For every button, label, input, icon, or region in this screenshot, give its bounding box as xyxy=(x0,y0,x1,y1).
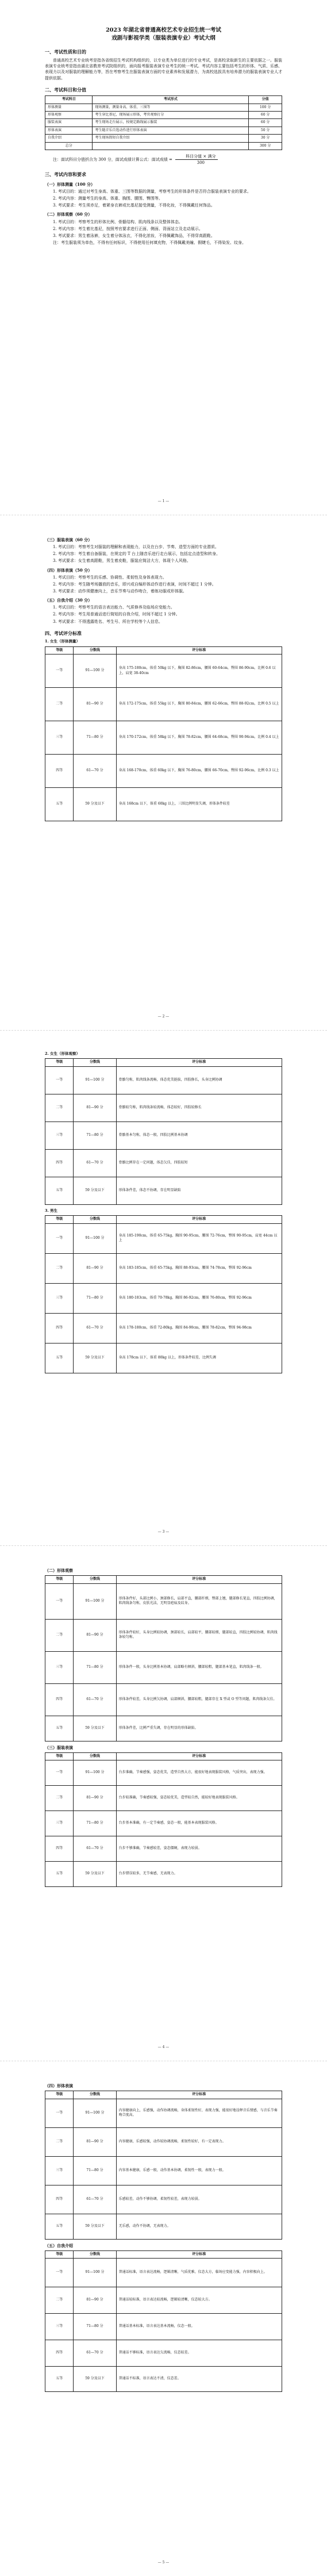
criteria-header: 评分标准 xyxy=(116,1059,282,1066)
grade-cell: 四等 xyxy=(45,2185,74,2214)
grade-cell: 三等 xyxy=(45,1811,74,1836)
grade-cell: 四等 xyxy=(45,1836,74,1862)
score-range-cell: 91—100 分 xyxy=(74,654,116,688)
grade-header: 等级 xyxy=(45,646,74,654)
list-item: 3. 考试要求：女生着高跟鞋，男生着皮鞋，服装应简洁大方，体现个人风格。 xyxy=(53,558,191,564)
table-row xyxy=(45,2156,282,2185)
formula-denominator: 300 xyxy=(197,160,205,166)
score-cell: 30 分 xyxy=(249,135,282,142)
criteria-cell: 台步基本准确，有一定节奏感，姿态一般，能基本表现服装风格。 xyxy=(116,1811,282,1836)
criteria-cell: 身高 183-185cm，体重 65-75kg，胸围 88-93cm，腰围 74-78cm，臀围 92-96cm xyxy=(116,1253,282,1283)
table-row xyxy=(45,2127,282,2156)
grade-cell: 二等 xyxy=(45,1619,74,1651)
criteria-cell: 身高 178cm 以下，体重 80kg 以上，形体条件较差，比例失调 xyxy=(116,1343,282,1373)
male-measure-table xyxy=(45,1215,282,1373)
criteria-cell: 身高 172-175cm，体重 55kg 以下，胸围 80-84cm，腰围 62-66cm，臀围 88-92cm，比例 0.5 以上 xyxy=(116,688,282,721)
list-item: 3. 考试要求：动作须健康向上，音乐节奏与动作吻合，着练功服或形体服。 xyxy=(53,588,187,594)
observe-criteria-table xyxy=(45,1575,282,1741)
female-observe-table xyxy=(45,1058,282,1204)
score-range-cell: 71—80 分 xyxy=(74,721,116,755)
grade-cell: 二等 xyxy=(45,1094,74,1122)
criteria-cell: 普通话较标准，语言表达较流畅，逻辑较清晰，仪态较大方。 xyxy=(116,2287,282,2314)
form-cell: 考生现场简短自我介绍 xyxy=(93,135,249,142)
score-range-header: 分数线 xyxy=(74,2250,116,2258)
page-number: — 5 — xyxy=(157,2560,170,2565)
table-row xyxy=(45,1862,282,1887)
subsection-fashion-show: （三）服装表演（60 分） xyxy=(45,537,93,542)
grade-cell: 四等 xyxy=(45,1149,74,1177)
score-range-cell: 59 分及以下 xyxy=(74,2214,116,2239)
female-measure-title: 1. 女生（形体测量） xyxy=(45,639,80,644)
criteria-header: 评分标准 xyxy=(116,1752,282,1760)
title-line-1: 2023 年湖北省普通高校艺术专业招生统一考试 xyxy=(106,27,221,33)
table-row xyxy=(45,1066,282,1094)
grade-table-header-row xyxy=(45,2250,282,2258)
list-item: 3. 考试要求：不得透露姓名、考生号、所在学校等个人信息。 xyxy=(53,619,163,624)
subject-cell: 形体测量 xyxy=(45,104,93,111)
score-range-cell: 81—90 分 xyxy=(74,1786,116,1811)
grade-cell: 三等 xyxy=(45,1651,74,1683)
page-2 xyxy=(0,515,327,1031)
score-range-cell: 61—70 分 xyxy=(74,2340,116,2367)
subject-cell: 形体表演 xyxy=(45,127,93,134)
form-cell: 考生现场走台展示，按规定路线展示服装 xyxy=(93,119,249,127)
subjects-table xyxy=(45,95,282,150)
criteria-header: 评分标准 xyxy=(116,646,282,654)
score-range-cell: 81—90 分 xyxy=(74,2127,116,2156)
criteria-cell: 台步错误较多，无节奏感，无表现力。 xyxy=(116,1862,282,1887)
table-row xyxy=(45,1253,282,1283)
score-range-cell: 61—70 分 xyxy=(74,1313,116,1343)
score-range-header: 分数线 xyxy=(74,1059,116,1066)
observe-criteria-title: （二）形体观察 xyxy=(45,1568,73,1573)
table-row xyxy=(45,2367,282,2392)
formula-numerator: 科目分值 × 满分 xyxy=(175,154,218,160)
criteria-cell: 形体条件较差，头身比例欠协调，肩部倾斜，腰部较粗，腿部存在 X 型或 O 型等问题，肌肉线条欠佳。 xyxy=(116,1683,282,1716)
table-row xyxy=(45,1177,282,1204)
table-row xyxy=(45,1223,282,1253)
score-range-cell: 91—100 分 xyxy=(74,1760,116,1786)
grade-cell: 五等 xyxy=(45,2214,74,2239)
score-range-cell: 59 分及以下 xyxy=(74,1343,116,1373)
list-item: 3. 考试要求：男生着泳裤，女生着分体泳衣，不得化浓妆，不得佩戴饰品，不得穿高跟鞋。 xyxy=(53,233,215,238)
table-row xyxy=(45,1786,282,1811)
score-range-cell: 91—100 分 xyxy=(74,1066,116,1094)
grade-cell: 一等 xyxy=(45,2099,74,2127)
criteria-header: 评分标准 xyxy=(116,2091,282,2099)
grade-cell: 三等 xyxy=(45,2314,74,2340)
subsection-body-performance: （四）形体表演（50 分） xyxy=(45,567,93,573)
grade-header: 等级 xyxy=(45,2091,74,2099)
score-range-cell: 81—90 分 xyxy=(74,688,116,721)
grade-cell: 二等 xyxy=(45,1253,74,1283)
score-range-header: 分数线 xyxy=(74,1216,116,1223)
subject-cell: 自我介绍 xyxy=(45,135,93,142)
criteria-cell: 身高 170-172cm，体重 58kg 以下，胸围 78-82cm，腰围 64-68cm，臀围 90-94cm，比例 0.4 以上 xyxy=(116,721,282,755)
grade-header: 等级 xyxy=(45,1216,74,1223)
criteria-cell: 身高 185-190cm，体重 65-75kg，胸围 90-95cm，腰围 72-76cm，臀围 90-95cm，肩宽 44cm 以上 xyxy=(116,1223,282,1253)
table-row xyxy=(45,1583,282,1619)
title-line-2: 戏剧与影视学类（服装表演专业）考试大纲 xyxy=(111,35,216,42)
page-number: — 3 — xyxy=(157,1530,170,1534)
table-row xyxy=(45,127,282,134)
criteria-cell: 普通话不够标准，语言表达欠流畅，仪态较差。 xyxy=(116,2340,282,2367)
score-range-header: 分数线 xyxy=(74,2091,116,2099)
page-1 xyxy=(0,0,327,515)
score-cell: 60 分 xyxy=(249,119,282,127)
score-formula xyxy=(175,154,218,166)
table-row xyxy=(45,2314,282,2340)
section-heading-2: 二、考试科目和分值 xyxy=(45,86,86,93)
dance-criteria-table xyxy=(45,2091,282,2239)
table-row xyxy=(45,2185,282,2214)
form-cell: 现场测量，测量身高、体重、三围等 xyxy=(93,104,249,111)
show-criteria-title: （三）服装表演 xyxy=(45,1744,73,1750)
intro-criteria-table xyxy=(45,2250,282,2392)
subjects-header-score: 分值 xyxy=(249,96,282,104)
criteria-cell: 骨骼比例存在一定问题，体态欠佳，四肢较短 xyxy=(116,1149,282,1177)
criteria-cell: 普通话基本标准，语言表达基本流畅，仪态一般。 xyxy=(116,2314,282,2340)
dance-criteria-title: （四）形体表演 xyxy=(45,2083,73,2088)
score-cell: 300 分 xyxy=(249,142,282,150)
score-range-cell: 81—90 分 xyxy=(74,1094,116,1122)
table-row xyxy=(45,135,282,142)
section-heading-3: 三、考试内容和要求 xyxy=(45,171,86,178)
section-heading-4: 四、考试评分标准 xyxy=(45,630,82,636)
list-item: 2. 考试内容：考生着比基尼，按照考官要求进行正面、侧面、背面站立及走动展示。 xyxy=(53,226,203,231)
score-formula-note xyxy=(45,154,282,166)
table-row xyxy=(45,2099,282,2127)
list-item: 2. 考试内容：考生着自备服装，在规定的 T 台上随音乐进行走台展示，包括定点造型和转身。 xyxy=(53,552,221,557)
criteria-cell: 身高 168-170cm，体重 60kg 以下，胸围 76-80cm，腰围 66-70cm，臀围 92-96cm，比例 0.3 以上 xyxy=(116,755,282,788)
table-row xyxy=(45,1094,282,1122)
grade-cell: 三等 xyxy=(45,1283,74,1313)
grade-cell: 五等 xyxy=(45,1177,74,1204)
score-range-cell: 71—80 分 xyxy=(74,2156,116,2185)
table-row xyxy=(45,1651,282,1683)
score-range-cell: 61—70 分 xyxy=(74,1836,116,1862)
table-row xyxy=(45,1683,282,1716)
list-item: 1. 考试目的：考察考生的乐感、协调性、柔韧性及身体表现力。 xyxy=(53,575,167,580)
score-range-cell: 91—100 分 xyxy=(74,1583,116,1619)
criteria-cell: 形体条件差，体态不协调，存在明显缺陷 xyxy=(116,1177,282,1204)
page-number: — 1 — xyxy=(157,499,170,504)
grade-cell: 三等 xyxy=(45,2156,74,2185)
score-range-cell: 71—80 分 xyxy=(74,1811,116,1836)
table-row xyxy=(45,1811,282,1836)
score-range-cell: 71—80 分 xyxy=(74,1651,116,1683)
table-row-total xyxy=(45,142,282,150)
list-item: 3. 考试要求：考生须赤足，着紧身衣裤或比基尼接受测量，不得化妆，不得佩戴任何饰品。 xyxy=(53,203,215,208)
list-item: 2. 考试内容：测量考生的身高、体重、胸围、腰围、臀围等。 xyxy=(53,196,163,201)
score-range-cell: 91—100 分 xyxy=(74,1223,116,1253)
formula-prefix: 注：面试科目分值折合为 300 分，面试成绩计算公式：面试成绩 = xyxy=(53,157,172,162)
score-range-cell: 71—80 分 xyxy=(74,2314,116,2340)
score-range-cell: 61—70 分 xyxy=(74,2185,116,2214)
grade-cell: 一等 xyxy=(45,2259,74,2287)
page-number: — 4 — xyxy=(157,2045,170,2050)
criteria-cell: 身高 168cm 以下，体重 60kg 以上，三围比例明显失调，形体条件较差 xyxy=(116,788,282,821)
criteria-cell: 普通话不标准，语言表达不清，仪态差。 xyxy=(116,2367,282,2392)
grade-cell: 三等 xyxy=(45,721,74,755)
grade-table-header-row xyxy=(45,1216,282,1223)
table-row xyxy=(45,654,282,688)
criteria-cell: 身高 180-183cm，体重 70-78kg，胸围 86-92cm，腰围 76-80cm，臀围 92-96cm xyxy=(116,1283,282,1313)
table-row xyxy=(45,1122,282,1149)
criteria-cell: 形体条件较好，头身比例较协调，颈部较长，肩部较平，腰部较细，腿部较直，四肢比例较协调，肌肉线条较匀称。 xyxy=(116,1619,282,1651)
criteria-cell: 身高 178-180cm，体重 72-80kg，胸围 84-90cm，腰围 78-82cm，臀围 94-98cm xyxy=(116,1313,282,1343)
criteria-cell: 骨骼匀称，肌肉线条流畅，体态优美挺拔，四肢修长，头身比例协调 xyxy=(116,1066,282,1094)
grade-cell: 五等 xyxy=(45,1716,74,1741)
criteria-cell: 台步准确，节奏感强，姿态优美，造型自然大方，能很好地表现服装风格，气质突出，表现力强。 xyxy=(116,1760,282,1786)
section-1-paragraph: 普通高校艺术专业统考是指各省级招生考试机构组织的，以专业类为单位进行的专业考试，是高校录取新生的主要依据之一。服装表演专业统考是指由湖北省教育考试院组织的，面向报考服装表演专业考生的统一考试。考试内容主要包括考生的形体、气质、乐感、表现力以及对服装的理解能力等，旨在考察考生在服装表演方面的专业素养和发展潜力，为高校选拔具有培养潜力的服装表演专业人才提供依据。 xyxy=(45,58,282,81)
criteria-cell: 无乐感，动作不协调，无表现力。 xyxy=(116,2214,282,2239)
score-range-cell: 61—70 分 xyxy=(74,1683,116,1716)
page-number: — 2 — xyxy=(157,1015,170,1019)
grade-cell: 三等 xyxy=(45,1122,74,1149)
score-cell: 60 分 xyxy=(249,112,282,119)
score-range-cell: 81—90 分 xyxy=(74,2287,116,2314)
criteria-header: 评分标准 xyxy=(116,2250,282,2258)
grade-table-header-row xyxy=(45,1576,282,1583)
grade-header: 等级 xyxy=(45,1059,74,1066)
subjects-header-form: 考试形式 xyxy=(93,96,249,104)
criteria-cell: 骨骼较匀称，肌肉线条较流畅，体态较好，四肢较修长 xyxy=(116,1094,282,1122)
table-row xyxy=(45,1619,282,1651)
list-item: 2. 考试内容：考生随考场播放的音乐，即兴或自编形体动作进行表演，时间不超过 1 分钟。 xyxy=(53,581,216,587)
table-row xyxy=(45,2259,282,2287)
criteria-cell: 内容健康向上，乐感强，动作协调流畅，身体柔韧性好，表现力强，能很好地诠释音乐情感，与音乐节奏吻合度高。 xyxy=(116,2099,282,2127)
table-row xyxy=(45,2287,282,2314)
score-range-cell: 59 分及以下 xyxy=(74,1716,116,1741)
subsection-body-measure: （一）形体测量（100 分） xyxy=(45,181,95,187)
table-row xyxy=(45,755,282,788)
criteria-cell: 形体条件差，比例严重失调，存在明显的形体缺陷。 xyxy=(116,1716,282,1741)
grade-cell: 五等 xyxy=(45,788,74,821)
score-cell: 100 分 xyxy=(249,104,282,111)
score-range-header: 分数线 xyxy=(74,646,116,654)
subject-cell: 总分 xyxy=(45,142,93,150)
grade-cell: 二等 xyxy=(45,2127,74,2156)
subsection-self-intro: （五）自我介绍（30 分） xyxy=(45,598,93,603)
grade-cell: 一等 xyxy=(45,1760,74,1786)
subjects-table-header-row xyxy=(45,96,282,104)
criteria-cell: 骨骼基本匀称，体态一般，四肢比例基本协调 xyxy=(116,1122,282,1149)
list-item: 1. 考试目的：考察考生的语言表达能力、气质修养及临场应变能力。 xyxy=(53,605,175,610)
section-heading-1: 一、考试性质和目的 xyxy=(45,48,86,55)
subject-cell: 服装表演 xyxy=(45,119,93,127)
grade-header: 等级 xyxy=(45,2250,74,2258)
table-row xyxy=(45,1760,282,1786)
grade-header: 等级 xyxy=(45,1576,74,1583)
score-cell: 50 分 xyxy=(249,127,282,134)
criteria-cell: 普通话标准，语言表达流畅，逻辑清晰，气质优雅，仪态大方，临场应变能力强，内容积极向上。 xyxy=(116,2259,282,2287)
grade-table-header-row xyxy=(45,646,282,654)
score-range-cell: 61—70 分 xyxy=(74,1149,116,1177)
female-measure-table xyxy=(45,646,282,821)
criteria-header: 评分标准 xyxy=(116,1216,282,1223)
subjects-header-subject: 考试科目 xyxy=(45,96,93,104)
criteria-cell: 形体条件一般，头身比例基本协调，肩部略有倾斜，腰部较粗，腿部基本笔直，肌肉线条一般。 xyxy=(116,1651,282,1683)
table-row xyxy=(45,1343,282,1373)
grade-cell: 五等 xyxy=(45,1343,74,1373)
grade-cell: 一等 xyxy=(45,1583,74,1619)
page-5 xyxy=(0,2061,327,2576)
grade-table-header-row xyxy=(45,2091,282,2099)
grade-cell: 四等 xyxy=(45,1313,74,1343)
male-measure-title: 3. 男生 xyxy=(45,1208,58,1213)
show-criteria-table xyxy=(45,1752,282,1887)
table-row xyxy=(45,1313,282,1343)
table-row xyxy=(45,104,282,111)
list-item: 1. 考试目的：考察考生的形体比例、骨骼结构、肌肉线条以及整体体态。 xyxy=(53,219,183,224)
list-item: 2. 考试内容：考生用普通话进行简短的自我介绍，时间不超过 1 分钟。 xyxy=(53,612,180,617)
criteria-cell: 台步较准确，节奏感较强，姿态较优美，造型较自然，能较好地表现服装风格。 xyxy=(116,1786,282,1811)
criteria-header: 评分标准 xyxy=(116,1576,282,1583)
criteria-cell: 内容基本健康，乐感一般，动作基本协调，柔韧性一般，表现力一般。 xyxy=(116,2156,282,2185)
score-range-cell: 81—90 分 xyxy=(74,1619,116,1651)
subsection-body-observe: （二）形体观察（60 分） xyxy=(45,212,93,217)
table-row xyxy=(45,112,282,119)
table-row xyxy=(45,688,282,721)
subject-cell: 形体观察 xyxy=(45,112,93,119)
list-item: 1. 考试目的：通过对考生身高、体重、三围等数据的测量，考察考生的形体条件是否符合服装表演专业的要求。 xyxy=(53,189,251,194)
grade-cell: 四等 xyxy=(45,1683,74,1716)
document-title xyxy=(45,26,282,43)
page-3 xyxy=(0,1031,327,1546)
grade-cell: 二等 xyxy=(45,1786,74,1811)
form-cell xyxy=(93,142,249,150)
table-row xyxy=(45,2214,282,2239)
grade-cell: 四等 xyxy=(45,2340,74,2367)
grade-cell: 一等 xyxy=(45,1223,74,1253)
grade-cell: 五等 xyxy=(45,2367,74,2392)
table-row xyxy=(45,1149,282,1177)
score-range-cell: 71—80 分 xyxy=(74,1122,116,1149)
intro-criteria-title: （五）自我介绍 xyxy=(45,2242,73,2248)
grade-table-header-row xyxy=(45,1752,282,1760)
criteria-cell: 身高 175-180cm，体重 50kg 以下，胸围 82-86cm，腰围 60-64cm，臀围 86-90cm，比例 0.6 以上，肩宽 38-40cm xyxy=(116,654,282,688)
table-row xyxy=(45,1283,282,1313)
grade-cell: 四等 xyxy=(45,755,74,788)
grade-header: 等级 xyxy=(45,1752,74,1760)
page-4 xyxy=(0,1546,327,2061)
score-range-cell: 71—80 分 xyxy=(74,1283,116,1313)
table-row xyxy=(45,119,282,127)
score-range-header: 分数线 xyxy=(74,1752,116,1760)
score-range-cell: 59 分及以下 xyxy=(74,1177,116,1204)
table-row xyxy=(45,2340,282,2367)
score-range-cell: 59 分及以下 xyxy=(74,788,116,821)
observe-note: 注：考生服装须为单色，不得有任何标识，不得使用任何填充物，不得佩戴美瞳、假睫毛，不得染发、纹身。 xyxy=(53,240,246,245)
grade-table-header-row xyxy=(45,1059,282,1066)
table-row xyxy=(45,788,282,821)
score-range-cell: 59 分及以下 xyxy=(74,2367,116,2392)
score-range-cell: 91—100 分 xyxy=(74,2259,116,2287)
grade-cell: 一等 xyxy=(45,1066,74,1094)
grade-cell: 二等 xyxy=(45,2287,74,2314)
score-range-cell: 59 分及以下 xyxy=(74,1862,116,1887)
score-range-cell: 81—90 分 xyxy=(74,1253,116,1283)
form-cell: 考生随音乐自选动作进行形体表演 xyxy=(93,127,249,134)
table-row xyxy=(45,721,282,755)
female-observe-title: 2. 女生（形体观察） xyxy=(45,1051,80,1056)
list-item: 1. 考试目的：考察考生对服装的理解和表现能力，以及在台步、节奏、造型方面的专业潜质。 xyxy=(53,545,219,550)
criteria-cell: 形体条件好，头部比例小，颈部修长，肩部平直，腰部纤细，臀部上翘，腿部修长笔直，四肢比例协调，肌肉线条匀称，皮肤光洁，无明显疤痕及纹身。 xyxy=(116,1583,282,1619)
table-row xyxy=(45,1836,282,1862)
criteria-cell: 乐感较差，动作不够协调，柔韧性较差，表现力较弱。 xyxy=(116,2185,282,2214)
form-cell: 考生穿比基尼，现场展示形体，考官观察打分 xyxy=(93,112,249,119)
criteria-cell: 台步不够准确，节奏感较差，姿态僵硬，表现力较弱。 xyxy=(116,1836,282,1862)
score-range-cell: 61—70 分 xyxy=(74,755,116,788)
score-range-cell: 91—100 分 xyxy=(74,2099,116,2127)
score-range-header: 分数线 xyxy=(74,1576,116,1583)
criteria-cell: 内容健康，乐感较强，动作较协调流畅，柔韧性较好，有一定表现力。 xyxy=(116,2127,282,2156)
grade-cell: 二等 xyxy=(45,688,74,721)
grade-cell: 五等 xyxy=(45,1862,74,1887)
table-row xyxy=(45,1716,282,1741)
grade-cell: 一等 xyxy=(45,654,74,688)
